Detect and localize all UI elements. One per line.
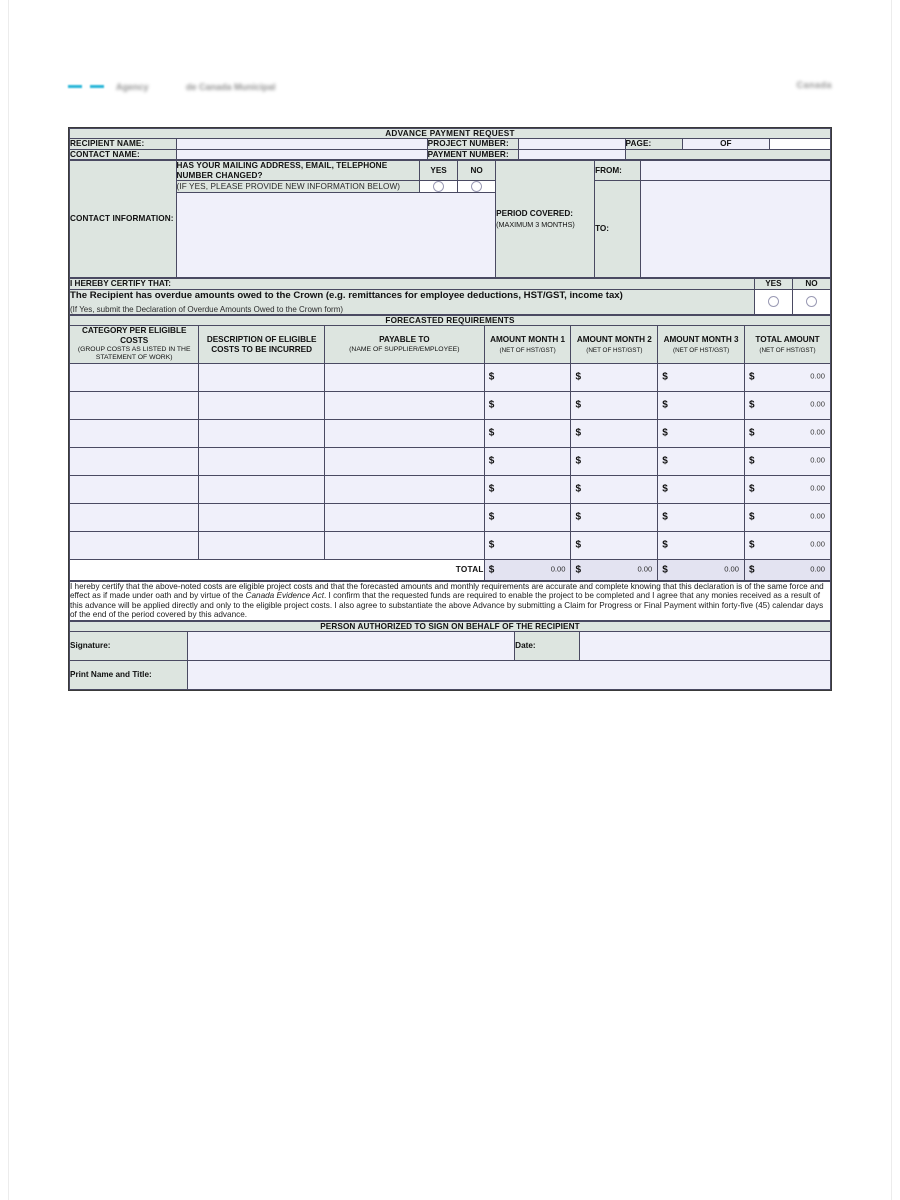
forecast-cell-category[interactable] [70,363,199,391]
currency-symbol: $ [662,399,668,411]
certify-yes-radio[interactable] [754,289,792,314]
currency-symbol: $ [575,539,582,551]
certify-statement-text: The Recipient has overdue amounts owed to the Crown (e.g. remittances for employee deductions, HST/GST, income tax) [70,289,623,301]
forecast-total-month1 [484,559,571,580]
address-change-yes-header: YES [420,161,458,181]
currency-symbol: $ [748,511,755,523]
radio-circle-icon [433,181,444,192]
column-header-description [199,326,325,364]
address-change-note: (IF YES, PLEASE PROVIDE NEW INFORMATION BELOW) [176,181,420,193]
currency-symbol: $ [575,371,582,383]
forecast-cell-month2[interactable] [571,419,658,447]
currency-symbol: $ [488,511,495,523]
address-change-row [70,161,831,181]
payment-number-label: PAYMENT NUMBER: [427,149,518,159]
forecast-cell-description[interactable] [199,391,325,419]
forecast-cell-category[interactable] [70,447,199,475]
currency-symbol: $ [575,399,582,411]
forecast-total-month3 [658,559,745,580]
contact-information-table [69,160,831,278]
forecast-cell-month3[interactable] [658,447,745,475]
signature-label: Signature: [70,632,188,661]
forecast-section-title: FORECASTED REQUIREMENTS [70,315,831,325]
forecast-cell-month3[interactable] [658,503,745,531]
forecast-cell-description[interactable] [199,531,325,559]
currency-symbol: $ [748,455,755,467]
flag-accent-icon-2 [90,85,104,88]
forecast-cell-description[interactable] [199,475,325,503]
forecast-cell-month2[interactable] [571,503,658,531]
column-header-month2-title: AMOUNT MONTH 2 [576,334,652,344]
column-header-month3 [658,326,745,364]
forecast-section-row [70,315,831,325]
forecast-cell-category[interactable] [70,475,199,503]
currency-symbol: $ [662,483,668,495]
forecast-cell-month1[interactable] [484,447,571,475]
print-name-row [70,661,831,690]
forecast-cell-payable-to[interactable] [324,531,484,559]
forecast-cell-total-value: 0.00 [810,428,825,438]
forecast-cell-total [744,419,830,447]
signature-row [70,632,831,661]
column-header-description-title: DESCRIPTION OF ELIGIBLE COSTS TO BE INCURRED [206,335,317,354]
forecast-cell-month2[interactable] [571,531,658,559]
signature-input[interactable] [187,632,514,661]
contact-name-row [70,149,831,159]
radio-circle-icon [471,181,482,192]
contact-name-label: CONTACT NAME: [70,149,177,159]
page-of-label[interactable]: OF [682,139,770,149]
table-row [70,447,831,475]
forecast-cell-month1[interactable] [484,475,571,503]
recipient-name-label: RECIPIENT NAME: [70,139,177,149]
forecast-cell-total [744,363,830,391]
new-contact-information-input[interactable] [176,193,496,278]
column-header-payable-to [324,326,484,364]
forecast-cell-month3[interactable] [658,363,745,391]
flag-accent-icon [68,85,82,88]
radio-circle-icon [768,296,779,307]
agency-mark-left: Agency [116,82,149,92]
forecast-total-grand-value: 0.00 [810,564,825,574]
form-title-row [70,129,831,139]
currency-symbol: $ [488,539,495,551]
currency-symbol: $ [488,371,495,383]
radio-circle-icon [806,296,817,307]
forecast-cell-category[interactable] [70,531,199,559]
signature-section-title: PERSON AUTHORIZED TO SIGN ON BEHALF OF THE RECIPIENT [70,621,831,631]
forecast-cell-description[interactable] [199,447,325,475]
declaration-italic-act: Canada Evidence Act [245,591,324,601]
forecast-cell-month1[interactable] [484,503,571,531]
column-header-month1 [484,326,571,364]
column-header-payable-to-sub: (NAME OF SUPPLIER/EMPLOYEE) [349,345,460,353]
recipient-row [70,139,831,149]
forecast-total-month1-value: 0.00 [550,564,566,574]
forecast-cell-category[interactable] [70,391,199,419]
forecast-total-grand [744,559,830,580]
table-row [70,475,831,503]
currency-symbol: $ [748,564,755,576]
declaration-table [69,581,831,621]
table-row [70,419,831,447]
forecast-cell-total [744,447,830,475]
address-change-question: HAS YOUR MAILING ADDRESS, EMAIL, TELEPHONE NUMBER CHANGED? [176,161,420,181]
column-header-total-sub: (NET OF HST/GST) [759,347,816,355]
currency-symbol: $ [488,427,495,439]
forecast-cell-month1[interactable] [484,531,571,559]
forecast-cell-month1[interactable] [484,391,571,419]
declaration-row [70,581,831,620]
table-row [70,363,831,391]
forecast-cell-category[interactable] [70,419,199,447]
declaration-part1: I hereby certify that the above-noted costs are eligible project costs and that the forecasted amounts and monthly requirements are accurate and complete knowing that this declaration is of the same force and effect as if made under oath and by virtue of the [70,581,824,601]
column-header-category-title: CATEGORY PER ELIGIBLE COSTS [81,326,187,345]
forecast-cell-month2[interactable] [571,363,658,391]
currency-symbol: $ [748,539,755,551]
currency-symbol: $ [748,427,755,439]
forecast-cell-payable-to[interactable] [324,419,484,447]
period-from-label: FROM: [595,161,641,181]
currency-symbol: $ [662,371,668,383]
identification-spacer [625,149,830,159]
print-name-input[interactable] [187,661,830,690]
address-change-yes-radio[interactable] [420,181,458,193]
column-header-payable-to-title: PAYABLE TO [379,335,430,345]
period-covered-label [496,161,595,278]
forecast-cell-category[interactable] [70,503,199,531]
table-row [70,503,831,531]
signature-table [69,621,831,690]
forecast-cell-total-value: 0.00 [810,540,825,550]
currency-symbol: $ [575,483,582,495]
certify-no-header: NO [792,279,830,289]
forecast-cell-month3[interactable] [658,475,745,503]
column-header-month1-sub: (NET OF HST/GST) [499,347,556,355]
print-name-label: Print Name and Title: [70,661,188,690]
page-title: ADVANCE PAYMENT REQUEST [70,129,831,139]
address-change-no-header: NO [458,161,496,181]
table-row [70,391,831,419]
forecast-cell-payable-to[interactable] [324,503,484,531]
forecast-table [69,315,831,581]
forecast-cell-description[interactable] [199,503,325,531]
forecast-cell-total [744,531,830,559]
forecast-cell-total [744,503,830,531]
period-to-label: TO: [595,181,641,278]
canada-wordmark: Canada [796,80,832,90]
forecast-total-month2-value: 0.00 [637,564,653,574]
currency-symbol: $ [488,483,495,495]
forecast-cell-total-value: 0.00 [810,400,825,410]
forecast-cell-payable-to[interactable] [324,475,484,503]
certify-statement-cell [70,289,755,314]
column-header-category-sub: (GROUP COSTS AS LISTED IN THE STATEMENT OF WORK) [77,345,191,362]
currency-symbol: $ [662,455,668,467]
address-change-no-radio[interactable] [458,181,496,193]
forecast-cell-total [744,391,830,419]
column-header-month3-sub: (NET OF HST/GST) [672,347,730,355]
currency-symbol: $ [575,511,582,523]
contact-name-input[interactable] [176,149,427,159]
forecast-total-month2 [571,559,658,580]
period-from-input[interactable] [640,161,830,181]
column-header-total-title: TOTAL AMOUNT [755,334,820,344]
forecast-cell-total [744,475,830,503]
agency-header [68,78,832,100]
currency-symbol: $ [662,539,668,551]
currency-symbol: $ [488,455,495,467]
certification-table [69,278,831,315]
forecast-total-row [70,559,831,580]
column-header-month2-sub: (NET OF HST/GST) [586,347,643,355]
forecast-total-month3-value: 0.00 [724,564,739,574]
currency-symbol: $ [575,455,582,467]
column-header-month3-title: AMOUNT MONTH 3 [663,334,739,344]
column-header-month1-title: AMOUNT MONTH 1 [490,334,566,344]
contact-information-label: CONTACT INFORMATION: [70,161,177,278]
declaration-paragraph [70,581,831,620]
forecast-cell-total-value: 0.00 [810,372,825,382]
project-number-input[interactable] [518,139,625,149]
currency-symbol: $ [575,564,582,576]
identification-table [69,128,831,160]
certify-header-row [70,279,831,289]
forecast-cell-payable-to[interactable] [324,447,484,475]
table-row [70,531,831,559]
date-label: Date: [515,632,580,661]
certify-statement-note: (If Yes, submit the Declaration of Overdue Amounts Owed to the Crown form) [70,304,344,314]
date-input[interactable] [579,632,830,661]
currency-symbol: $ [662,511,668,523]
certify-statement-row [70,289,831,314]
payment-number-input[interactable] [518,149,625,159]
forecast-header-row [70,326,831,364]
forecast-cell-payable-to[interactable] [324,391,484,419]
address-change-note-row [70,181,831,193]
forecast-cell-month2[interactable] [571,447,658,475]
forecast-cell-total-value: 0.00 [810,512,825,522]
forecast-cell-month2[interactable] [571,391,658,419]
signature-section-row [70,621,831,631]
currency-symbol: $ [748,399,755,411]
column-header-category [70,326,199,364]
forecast-total-label: TOTAL [70,559,485,580]
certify-header-label: I HEREBY CERTIFY THAT: [70,279,755,289]
certify-yes-header: YES [754,279,792,289]
forecast-cell-total-value: 0.00 [810,456,825,466]
agency-mark-left-secondary: de Canada Municipal [186,82,276,92]
forecast-cell-month1[interactable] [484,363,571,391]
certify-no-radio[interactable] [792,289,830,314]
forecast-cell-payable-to[interactable] [324,363,484,391]
column-header-total [744,326,830,364]
recipient-name-input[interactable] [176,139,427,149]
forecast-cell-month2[interactable] [571,475,658,503]
forecast-cell-month3[interactable] [658,531,745,559]
column-header-month2 [571,326,658,364]
currency-symbol: $ [748,483,755,495]
forecast-cell-total-value: 0.00 [810,484,825,494]
currency-symbol: $ [662,427,668,439]
period-covered-note: (MAXIMUM 3 MONTHS) [496,219,575,229]
currency-symbol: $ [488,399,495,411]
advance-payment-request-form [68,127,832,691]
page-of-input[interactable] [770,139,831,149]
forecast-cell-month1[interactable] [484,419,571,447]
currency-symbol: $ [748,371,755,383]
currency-symbol: $ [662,564,668,576]
forecast-cell-description[interactable] [199,419,325,447]
forecast-cell-month3[interactable] [658,419,745,447]
forecast-rows-body [70,363,831,559]
period-covered-text: PERIOD COVERED: [496,209,574,219]
project-number-label: PROJECT NUMBER: [427,139,518,149]
forecast-cell-description[interactable] [199,363,325,391]
period-to-input[interactable] [640,181,830,278]
page-label: PAGE: [625,139,682,149]
declaration-part2: . I confirm that the requested funds are required to enable the project to be completed and I agree that any monies received as a result of this advance will be applied directly and only to the eligible project costs. I also agree to substantiate the above Advance by submitting a Claim for Progress or Final Payment within forty-five (45) calendar days of the end of the period covered by this advance. [70,591,824,620]
forecast-cell-month3[interactable] [658,391,745,419]
currency-symbol: $ [488,564,495,576]
currency-symbol: $ [575,427,582,439]
